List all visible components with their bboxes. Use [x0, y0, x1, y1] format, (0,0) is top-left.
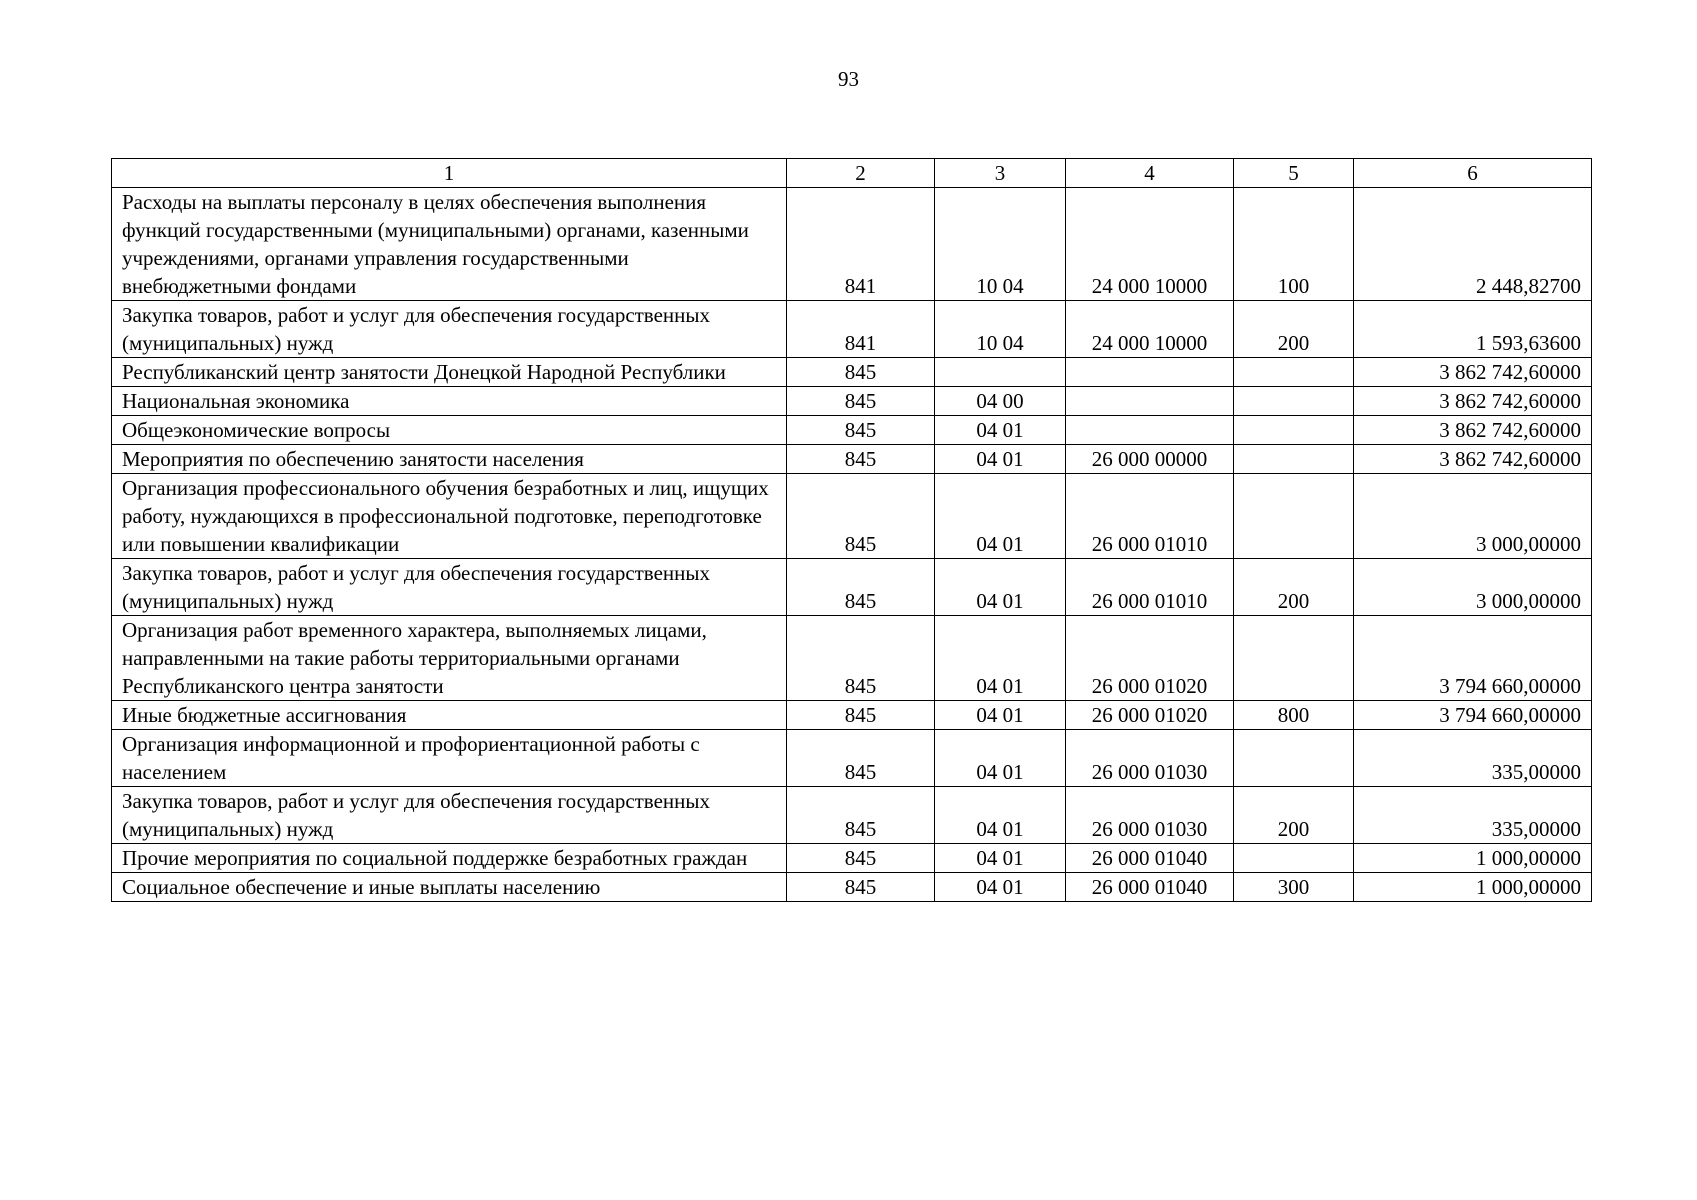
row-amount: 1 000,00000	[1354, 873, 1592, 902]
row-amount: 335,00000	[1354, 730, 1592, 787]
row-name: Общеэкономические вопросы	[112, 416, 787, 445]
row-name: Закупка товаров, работ и услуг для обеспечения государственных (муниципальных) нужд	[112, 787, 787, 844]
row-section-code: 04 01	[935, 474, 1066, 559]
row-ministry-code: 845	[787, 844, 935, 873]
row-target-code: 26 000 01010	[1066, 559, 1234, 616]
row-amount: 1 000,00000	[1354, 844, 1592, 873]
row-name: Национальная экономика	[112, 387, 787, 416]
row-section-code: 04 01	[935, 559, 1066, 616]
row-target-code: 26 000 01030	[1066, 787, 1234, 844]
row-amount: 3 862 742,60000	[1354, 416, 1592, 445]
row-amount: 3 000,00000	[1354, 474, 1592, 559]
table-row	[112, 616, 1592, 701]
table-row	[112, 701, 1592, 730]
row-name: Социальное обеспечение и иные выплаты населению	[112, 873, 787, 902]
column-header: 2	[787, 159, 935, 188]
row-amount: 3 794 660,00000	[1354, 616, 1592, 701]
budget-table	[111, 158, 1592, 902]
row-ministry-code: 845	[787, 701, 935, 730]
row-section-code: 04 01	[935, 730, 1066, 787]
page-number: 93	[838, 67, 859, 91]
column-header: 1	[112, 159, 787, 188]
row-ministry-code: 845	[787, 616, 935, 701]
row-target-code: 26 000 01030	[1066, 730, 1234, 787]
row-section-code: 04 01	[935, 416, 1066, 445]
row-target-code	[1066, 387, 1234, 416]
row-expense-type: 800	[1234, 701, 1354, 730]
row-target-code: 26 000 01020	[1066, 701, 1234, 730]
table-row	[112, 474, 1592, 559]
row-expense-type	[1234, 358, 1354, 387]
row-amount: 2 448,82700	[1354, 188, 1592, 301]
table-row	[112, 301, 1592, 358]
row-amount: 3 862 742,60000	[1354, 358, 1592, 387]
row-name: Мероприятия по обеспечению занятости населения	[112, 445, 787, 474]
row-amount: 3 862 742,60000	[1354, 387, 1592, 416]
row-expense-type	[1234, 387, 1354, 416]
row-target-code: 26 000 00000	[1066, 445, 1234, 474]
row-ministry-code: 841	[787, 188, 935, 301]
table-row	[112, 188, 1592, 301]
column-header: 6	[1354, 159, 1592, 188]
table-row	[112, 730, 1592, 787]
row-section-code: 04 01	[935, 873, 1066, 902]
row-name: Закупка товаров, работ и услуг для обеспечения государственных (муниципальных) нужд	[112, 301, 787, 358]
row-expense-type	[1234, 416, 1354, 445]
row-amount: 335,00000	[1354, 787, 1592, 844]
row-ministry-code: 845	[787, 730, 935, 787]
column-header: 5	[1234, 159, 1354, 188]
row-target-code	[1066, 358, 1234, 387]
row-section-code: 04 01	[935, 701, 1066, 730]
row-section-code	[935, 358, 1066, 387]
table-row	[112, 844, 1592, 873]
row-target-code: 24 000 10000	[1066, 188, 1234, 301]
row-ministry-code: 845	[787, 358, 935, 387]
row-target-code: 26 000 01020	[1066, 616, 1234, 701]
row-ministry-code: 841	[787, 301, 935, 358]
row-section-code: 04 01	[935, 616, 1066, 701]
row-section-code: 04 01	[935, 445, 1066, 474]
table-row	[112, 416, 1592, 445]
row-expense-type	[1234, 445, 1354, 474]
row-name: Организация информационной и профориентационной работы с населением	[112, 730, 787, 787]
row-expense-type	[1234, 844, 1354, 873]
row-expense-type	[1234, 730, 1354, 787]
row-name: Иные бюджетные ассигнования	[112, 701, 787, 730]
row-name: Организация работ временного характера, выполняемых лицами, направленными на такие работы территориальными органами Республиканского центра занятости	[112, 616, 787, 701]
row-name: Расходы на выплаты персоналу в целях обеспечения выполнения функций государственными (муниципальными) органами, казенными учреждениями, органами управления государственными внебюджетными фондами	[112, 188, 787, 301]
row-name: Закупка товаров, работ и услуг для обеспечения государственных (муниципальных) нужд	[112, 559, 787, 616]
table-header-row	[112, 159, 1592, 188]
column-header: 3	[935, 159, 1066, 188]
row-target-code: 26 000 01010	[1066, 474, 1234, 559]
row-ministry-code: 845	[787, 387, 935, 416]
row-target-code: 26 000 01040	[1066, 873, 1234, 902]
table-row	[112, 787, 1592, 844]
row-amount: 3 000,00000	[1354, 559, 1592, 616]
table-row	[112, 387, 1592, 416]
row-ministry-code: 845	[787, 787, 935, 844]
row-name: Республиканский центр занятости Донецкой Народной Республики	[112, 358, 787, 387]
row-amount: 3 794 660,00000	[1354, 701, 1592, 730]
row-target-code	[1066, 416, 1234, 445]
row-expense-type	[1234, 474, 1354, 559]
row-expense-type: 100	[1234, 188, 1354, 301]
table-row	[112, 559, 1592, 616]
row-ministry-code: 845	[787, 474, 935, 559]
row-amount: 1 593,63600	[1354, 301, 1592, 358]
row-expense-type: 200	[1234, 787, 1354, 844]
row-amount: 3 862 742,60000	[1354, 445, 1592, 474]
row-section-code: 10 04	[935, 188, 1066, 301]
table-row	[112, 873, 1592, 902]
row-section-code: 04 01	[935, 844, 1066, 873]
row-expense-type: 300	[1234, 873, 1354, 902]
column-header: 4	[1066, 159, 1234, 188]
row-ministry-code: 845	[787, 559, 935, 616]
table-row	[112, 445, 1592, 474]
row-ministry-code: 845	[787, 416, 935, 445]
row-target-code: 24 000 10000	[1066, 301, 1234, 358]
row-expense-type	[1234, 616, 1354, 701]
row-ministry-code: 845	[787, 445, 935, 474]
row-section-code: 04 01	[935, 787, 1066, 844]
row-name: Организация профессионального обучения безработных и лиц, ищущих работу, нуждающихся в профессиональной подготовке, переподготовке или повышении квалификации	[112, 474, 787, 559]
row-name: Прочие мероприятия по социальной поддержке безработных граждан	[112, 844, 787, 873]
row-expense-type: 200	[1234, 559, 1354, 616]
row-section-code: 04 00	[935, 387, 1066, 416]
row-target-code: 26 000 01040	[1066, 844, 1234, 873]
table-row	[112, 358, 1592, 387]
row-section-code: 10 04	[935, 301, 1066, 358]
row-expense-type: 200	[1234, 301, 1354, 358]
row-ministry-code: 845	[787, 873, 935, 902]
